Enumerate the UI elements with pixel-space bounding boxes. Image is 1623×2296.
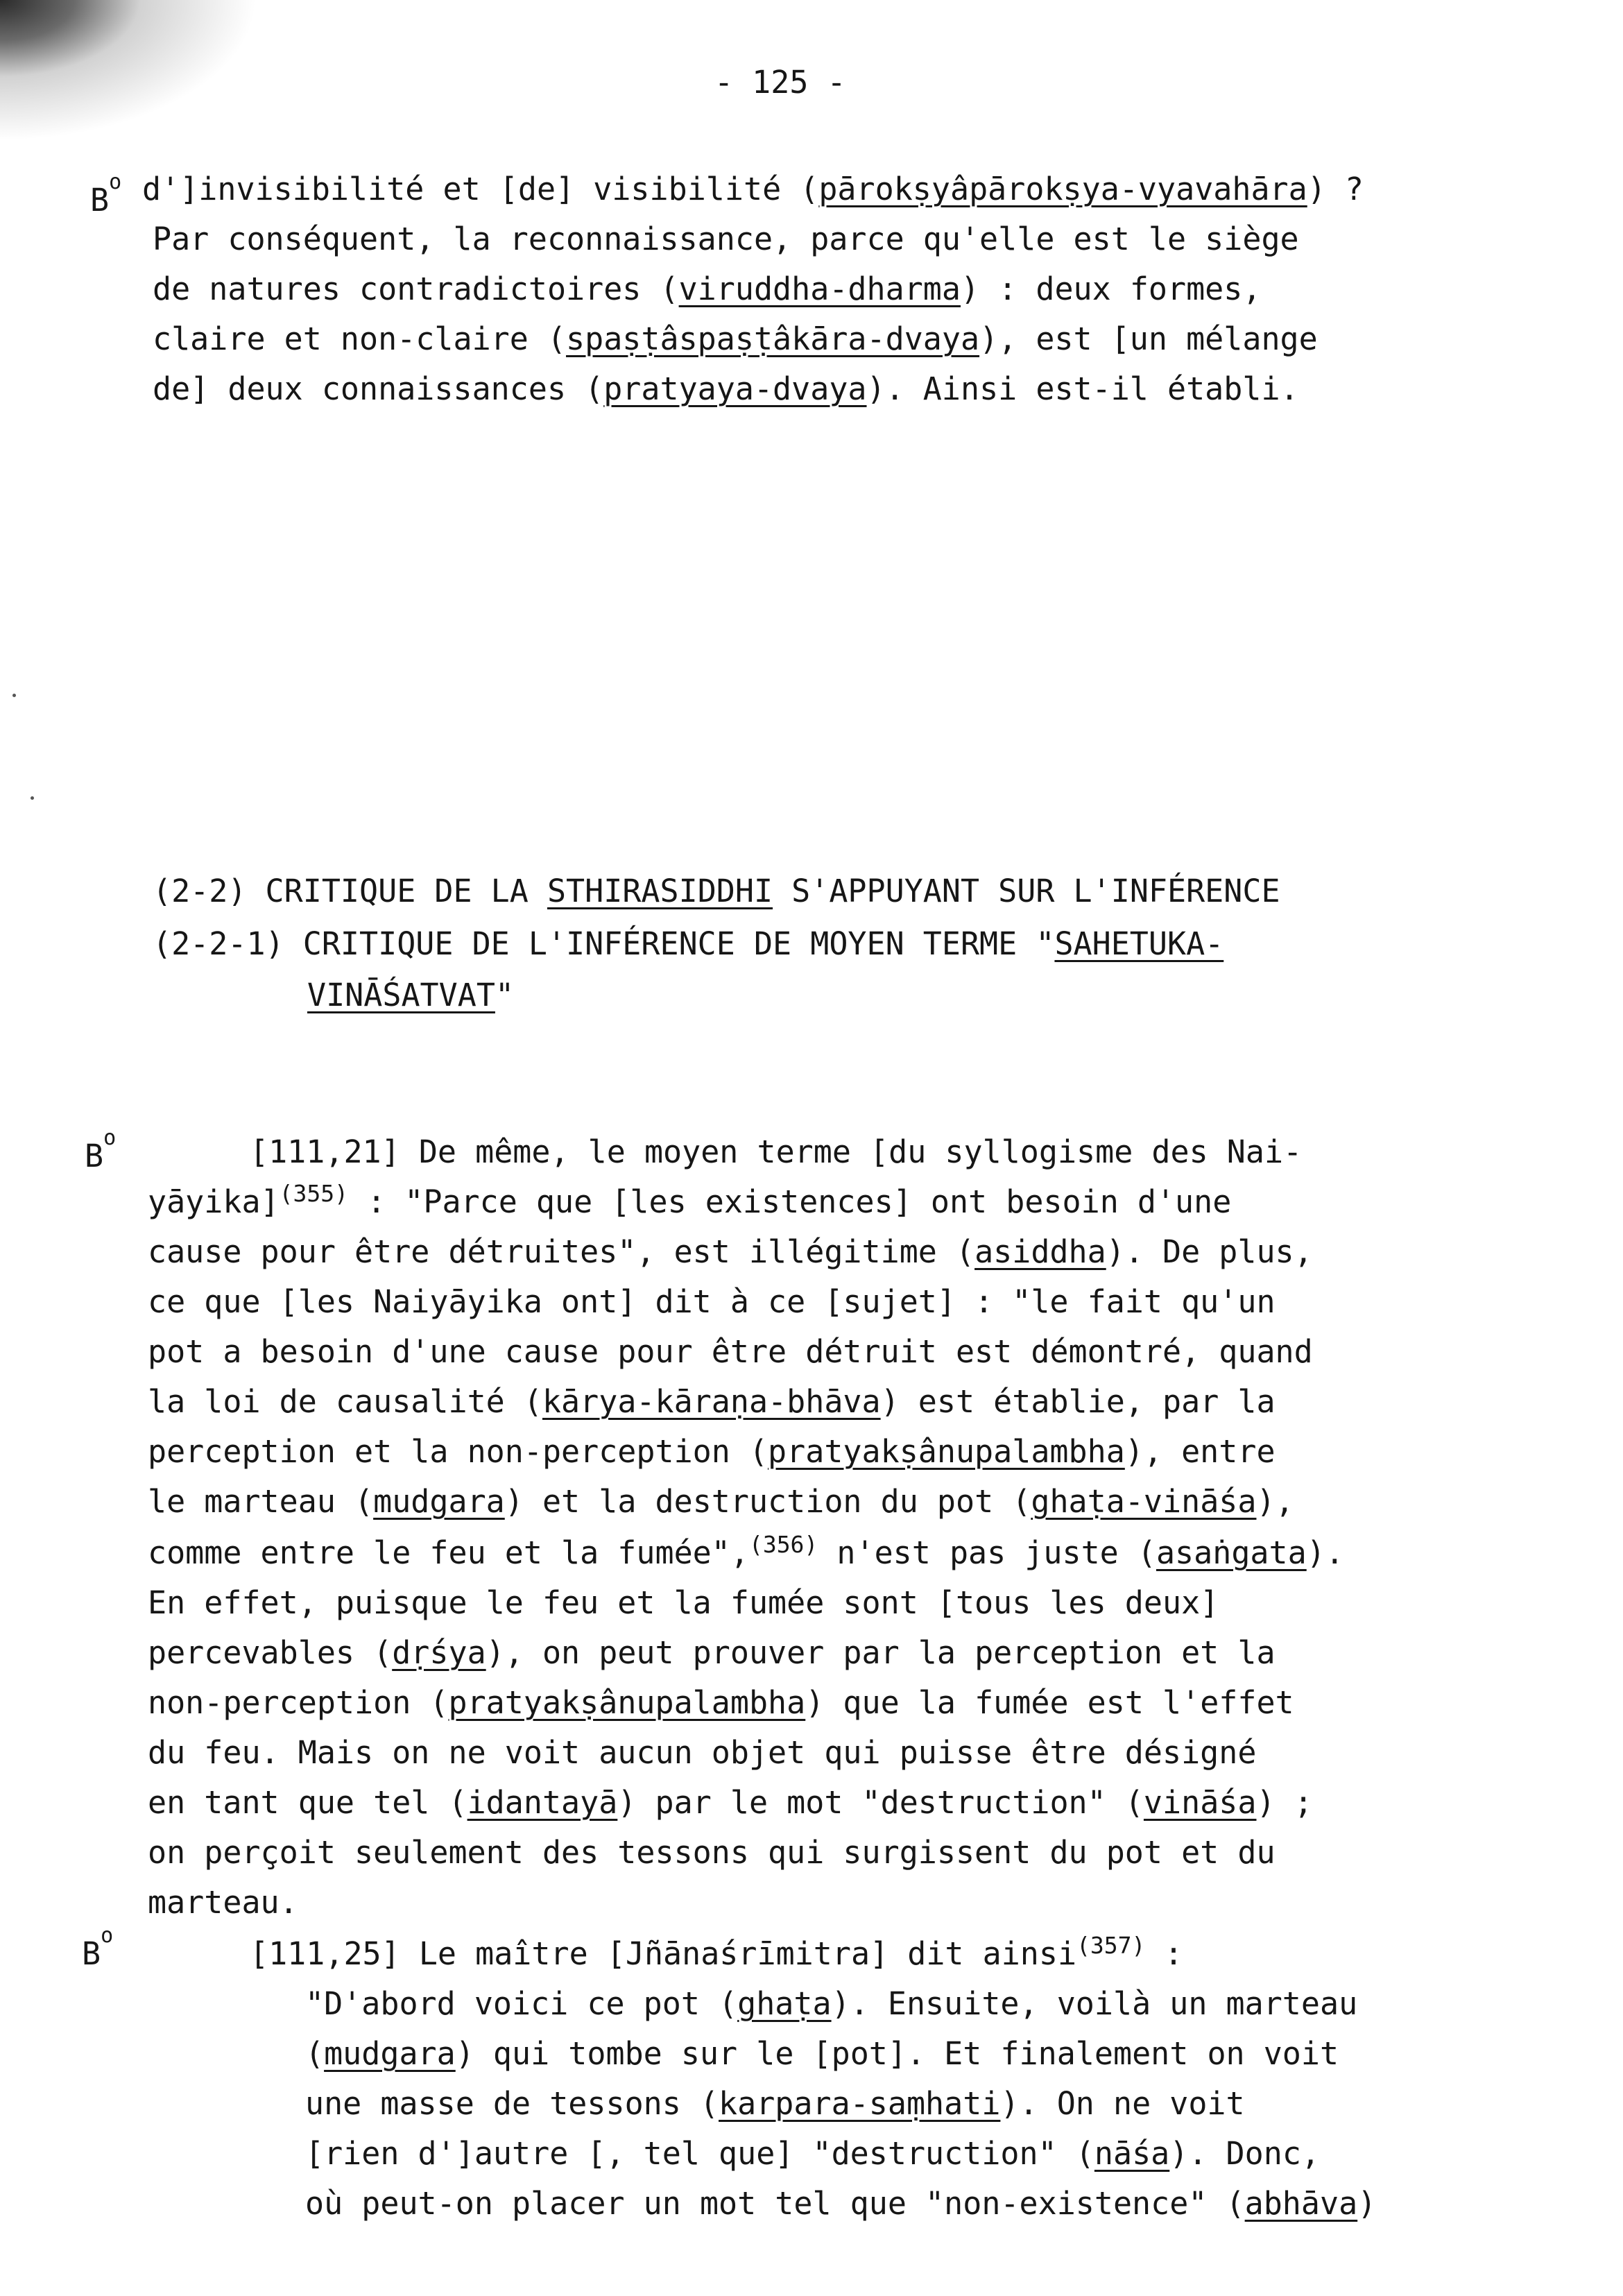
text-run: comme entre le feu et la fumée",: [148, 1534, 749, 1571]
text-line: [305, 2085, 1245, 2122]
text-run: Par conséquent, la reconnaissance, parce qu'elle est le siège: [153, 221, 1299, 257]
text-run: ), on peut prouver par la perception et la: [486, 1634, 1276, 1671]
text-run: en tant que tel (: [148, 1784, 467, 1821]
footnote-ref: (355): [279, 1180, 348, 1207]
text-run: d': [142, 171, 180, 207]
text-run: la loi de causalité (: [148, 1383, 542, 1420]
text-line: [148, 1180, 1232, 1220]
text-line: [153, 370, 1299, 407]
sanskrit-term: abhāva: [1244, 2185, 1358, 2222]
text-run: ce que [les Naiyāyika ont] dit à ce [sujet] : "le fait qu'un: [148, 1283, 1276, 1320]
text-line: [148, 1433, 1276, 1470]
text-line: [148, 1884, 298, 1921]
text-run: ),: [1256, 1483, 1294, 1520]
sanskrit-term: asiddha: [974, 1233, 1106, 1270]
sanskrit-term: vināśa: [1143, 1784, 1257, 1821]
text-run: (2-2) CRITIQUE DE LA: [153, 873, 547, 909]
text-line: [305, 2185, 1377, 2222]
text-run: marteau.: [148, 1884, 298, 1921]
text-line: [305, 1985, 1358, 2022]
sanskrit-term: mudgara: [324, 2035, 456, 2072]
text-run: ). On ne voit: [1000, 2085, 1245, 2122]
scan-shadow: [0, 0, 291, 160]
sanskrit-term: ghaṭa: [737, 1985, 832, 2022]
text-run: ) qui tombe sur le [pot]. Et finalement on voit: [455, 2035, 1339, 2072]
sanskrit-term: idantayā: [467, 1784, 618, 1821]
text-line: [305, 2135, 1321, 2172]
text-line: [153, 273, 1261, 305]
text-line: [148, 1684, 1294, 1721]
text-run: ). De plus,: [1106, 1233, 1313, 1270]
sanskrit-term: viruddha-dharma: [678, 271, 961, 307]
sanskrit-term: pratyakṣânupalambha: [768, 1433, 1125, 1470]
text-run: ) ;: [1256, 1784, 1313, 1821]
text-line: [148, 1233, 1313, 1270]
text-run: :: [1145, 1935, 1183, 1972]
footnote-ref: (357): [1076, 1932, 1146, 1959]
margin-marker: $B^o$: [82, 1924, 114, 1972]
text-run: on perçoit seulement des tessons qui surgissent du pot et du: [148, 1834, 1276, 1871]
scan-speck: [12, 694, 16, 697]
text-line: [148, 1483, 1294, 1520]
text-run: invisibilité et: [198, 171, 499, 207]
sanskrit-term: mudgara: [373, 1483, 505, 1520]
text-run: [111,25] Le maître [Jñānaśrīmitra] dit ainsi: [250, 1935, 1077, 1972]
text-run: En effet, puisque le feu et la fumée sont [tous les deux]: [148, 1584, 1219, 1621]
margin-marker: $B^o$: [85, 1126, 117, 1174]
text-run: ": [495, 977, 515, 1013]
text-run: pot a besoin d'une cause pour être détruit est démontré, quand: [148, 1333, 1313, 1370]
section-heading: [153, 875, 1280, 907]
page-number: - 125 -: [714, 64, 846, 101]
text-run: n'est pas juste (: [818, 1534, 1156, 1571]
sanskrit-term: pratyaya-dvaya: [603, 370, 867, 407]
text-run: : "Parce que [les existences] ont besoin d'une: [348, 1183, 1232, 1220]
text-run: où peut-on placer un mot tel que "non-existence" (: [305, 2185, 1245, 2222]
text-run: ) : deux formes,: [960, 271, 1262, 307]
text-run: une masse de tessons (: [305, 2085, 719, 2122]
text-run: S'APPUYANT SUR L'INFÉRENCE: [773, 873, 1280, 909]
sanskrit-term: asaṅgata: [1156, 1534, 1307, 1571]
sanskrit-term: STHIRASIDDHI: [547, 873, 773, 909]
text-run: (2-2-1) CRITIQUE DE L'INFÉRENCE DE MOYEN TERME ": [153, 925, 1055, 962]
text-run: [rien d']autre [, tel que] "destruction" (: [305, 2135, 1094, 2172]
text-run: [de]: [499, 171, 575, 207]
text-run: perception et la non-perception (: [148, 1433, 768, 1470]
sanskrit-term: SAHETUKA-: [1054, 925, 1224, 962]
text-run: de natures contradictoires (: [153, 271, 679, 307]
text-line: [153, 320, 1318, 357]
sanskrit-term: nāśa: [1094, 2135, 1170, 2172]
text-run: (: [305, 2035, 325, 2072]
text-run: ) que la fumée est l'effet: [805, 1684, 1294, 1721]
text-line: [148, 1584, 1219, 1621]
sanskrit-term: VINĀŚATVAT: [307, 977, 495, 1013]
footnote-ref: (356): [748, 1531, 818, 1558]
text-run: claire et non-claire (: [153, 320, 567, 357]
text-run: yāyika]: [148, 1183, 280, 1220]
text-line: [153, 223, 1299, 255]
text-line: [148, 1283, 1276, 1320]
section-heading: [307, 979, 514, 1011]
text-run: non-perception (: [148, 1684, 449, 1721]
scan-speck: [31, 796, 34, 800]
sanskrit-term: dṛśya: [392, 1634, 486, 1671]
text-run: "D'abord voici ce pot (: [305, 1985, 738, 2022]
margin-marker: $B^o$: [90, 170, 122, 219]
text-run: ). Ensuite, voilà un marteau: [831, 1985, 1358, 2022]
text-run: ). Donc,: [1169, 2135, 1321, 2172]
text-line: [148, 1784, 1313, 1821]
section-heading: [153, 925, 1224, 962]
text-line: [148, 1383, 1276, 1420]
text-line: [148, 1834, 1276, 1871]
text-run: ) par le mot "destruction" (: [617, 1784, 1144, 1821]
text-run: ]: [180, 171, 199, 207]
text-run: ), est [un mélange: [979, 320, 1318, 357]
text-run: ). Ainsi est-il établi.: [866, 370, 1299, 407]
sanskrit-term: kārya-kāraṇa-bhāva: [542, 1383, 881, 1420]
text-run: percevables (: [148, 1634, 393, 1671]
text-run: du feu. Mais on ne voit aucun objet qui puisse être désigné: [148, 1734, 1257, 1771]
text-run: de] deux connaissances (: [153, 370, 604, 407]
text-run: ).: [1306, 1534, 1344, 1571]
sanskrit-term: pratyakṣânupalambha: [448, 1684, 806, 1721]
text-line: [148, 1333, 1313, 1370]
text-line: [148, 1531, 1344, 1571]
text-run: visibilité (: [574, 171, 819, 207]
text-line: [148, 1734, 1257, 1771]
text-run: ) et la destruction du pot (: [504, 1483, 1031, 1520]
text-line: [148, 1634, 1276, 1671]
text-line: [142, 173, 1364, 205]
text-run: le marteau (: [148, 1483, 374, 1520]
text-run: ): [1357, 2185, 1377, 2222]
text-run: [111,21] De même, le moyen terme [du syllogisme des Nai-: [250, 1133, 1303, 1170]
sanskrit-term: pārokṣyâpārokṣya-vyavahāra: [818, 171, 1307, 207]
sanskrit-term: karpara-saṃhati: [719, 2085, 1001, 2122]
text-run: ) ?: [1307, 171, 1364, 207]
text-line: [250, 1932, 1183, 1972]
sanskrit-term: spaṣṭâspaṣṭâkāra-dvaya: [566, 320, 980, 357]
text-run: ) est établie, par la: [880, 1383, 1276, 1420]
text-run: cause pour être détruites", est illégitime (: [148, 1233, 975, 1270]
text-run: ), entre: [1124, 1433, 1276, 1470]
sanskrit-term: ghaṭa-vināśa: [1031, 1483, 1257, 1520]
text-line: [250, 1133, 1303, 1170]
text-line: [305, 2035, 1339, 2072]
